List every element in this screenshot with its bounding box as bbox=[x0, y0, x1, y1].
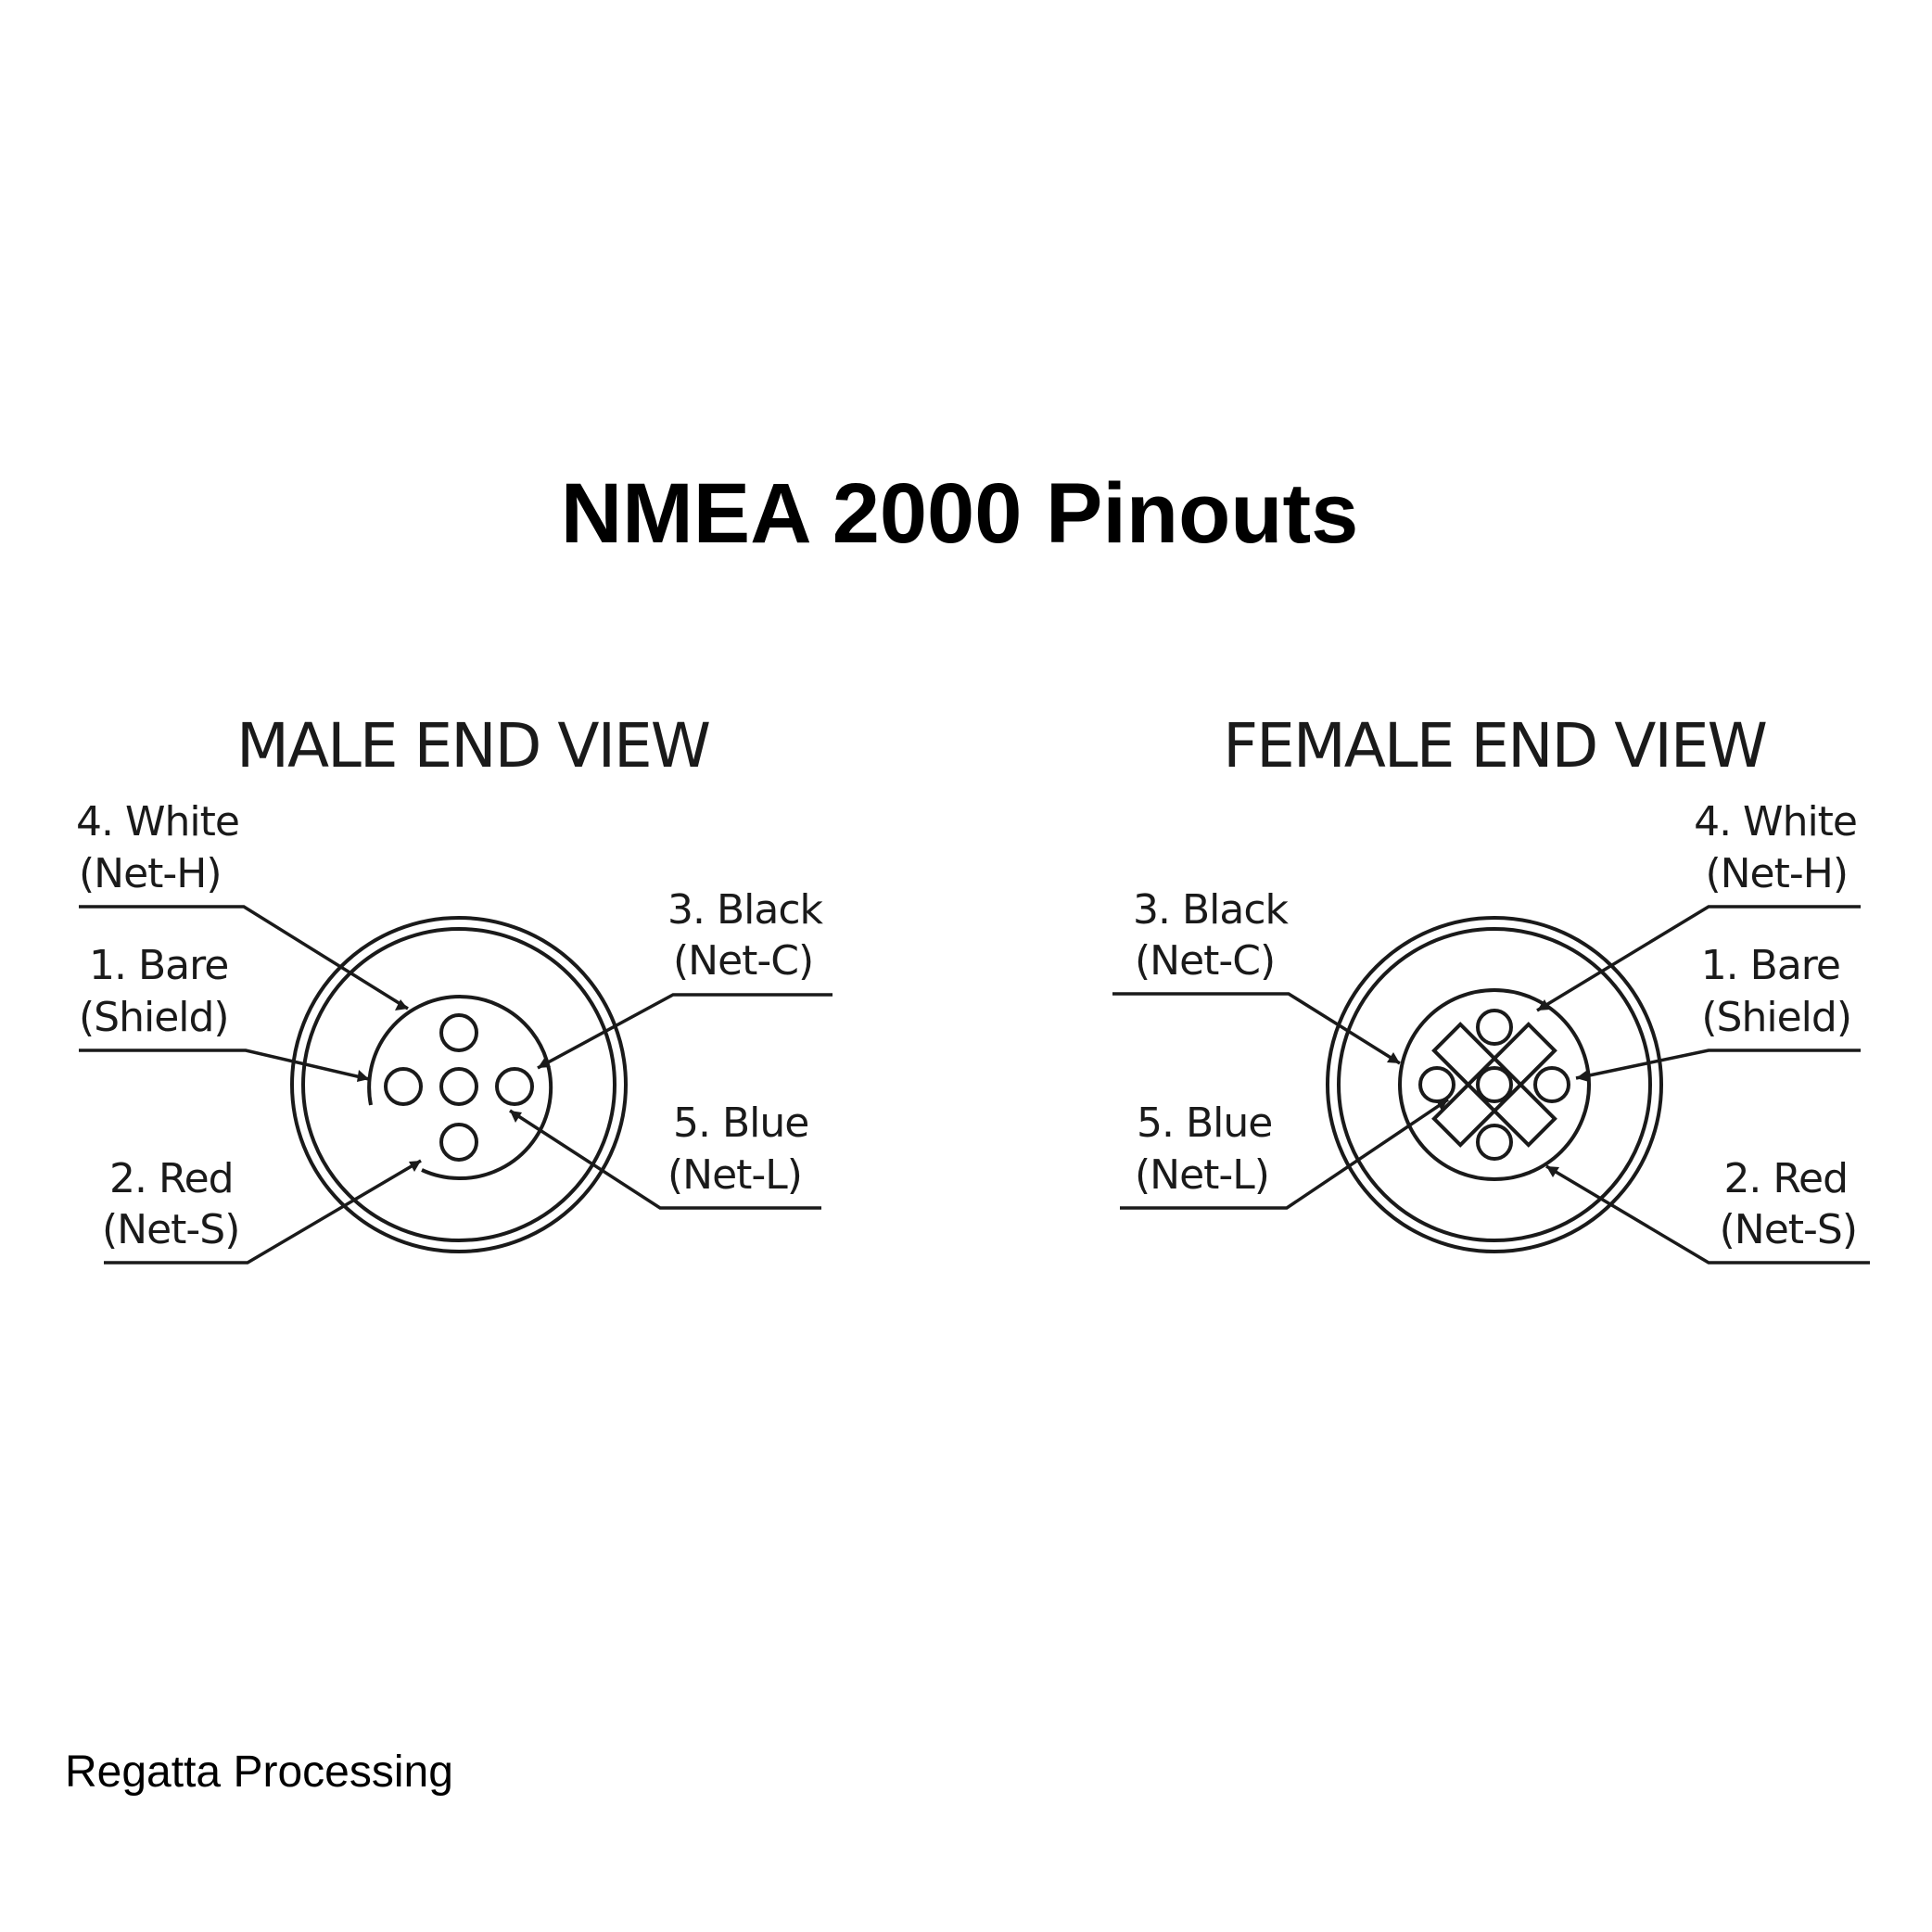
male-label-black-name: 3. Black bbox=[667, 886, 823, 934]
male-lead-black bbox=[538, 995, 833, 1068]
female-pin-center bbox=[1478, 1068, 1511, 1101]
male-label-black-signal: (Net-C) bbox=[673, 937, 814, 985]
female-pin-1 bbox=[1535, 1068, 1569, 1101]
female-pin-2 bbox=[1478, 1125, 1511, 1159]
female-lead-black bbox=[1112, 994, 1400, 1063]
female-label-blue-name: 5. Blue bbox=[1137, 1099, 1273, 1147]
female-label-black-name: 3. Black bbox=[1133, 886, 1289, 934]
male-label-red-name: 2. Red bbox=[109, 1155, 234, 1202]
female-label-black-signal: (Net-C) bbox=[1135, 937, 1276, 985]
male-lead-bare bbox=[79, 1050, 369, 1079]
female-pin-4 bbox=[1478, 1010, 1511, 1044]
male-label-blue-signal: (Net-L) bbox=[667, 1151, 802, 1199]
credit-text: Regatta Processing bbox=[65, 1748, 453, 1797]
male-pin-2 bbox=[441, 1125, 477, 1160]
female-label-red-name: 2. Red bbox=[1723, 1155, 1848, 1202]
female-view-heading: FEMALE END VIEW bbox=[1223, 710, 1766, 782]
female-connector bbox=[1328, 918, 1661, 1252]
male-label-white-signal: (Net-H) bbox=[79, 850, 222, 897]
female-label-bare-signal: (Shield) bbox=[1701, 994, 1851, 1041]
male-end-view bbox=[76, 710, 833, 1263]
male-pin-3 bbox=[497, 1069, 532, 1104]
male-label-bare-signal: (Shield) bbox=[79, 994, 229, 1041]
male-label-white-name: 4. White bbox=[76, 798, 239, 845]
male-pin-4 bbox=[441, 1015, 477, 1050]
female-label-blue-signal: (Net-L) bbox=[1135, 1151, 1269, 1199]
male-label-bare-name: 1. Bare bbox=[89, 942, 229, 989]
male-label-red-signal: (Net-S) bbox=[102, 1206, 240, 1253]
female-pin-3 bbox=[1420, 1068, 1454, 1101]
female-label-white-signal: (Net-H) bbox=[1705, 850, 1848, 897]
male-view-heading: MALE END VIEW bbox=[236, 710, 709, 782]
male-label-blue-name: 5. Blue bbox=[673, 1099, 809, 1147]
female-label-red-signal: (Net-S) bbox=[1719, 1206, 1857, 1253]
female-end-view bbox=[1112, 710, 1870, 1263]
male-pin-center bbox=[441, 1069, 477, 1104]
male-pin-1 bbox=[386, 1069, 421, 1104]
female-label-white-name: 4. White bbox=[1694, 798, 1857, 845]
female-lead-bare bbox=[1576, 1050, 1861, 1078]
female-label-bare-name: 1. Bare bbox=[1700, 942, 1840, 989]
page-title: NMEA 2000 Pinouts bbox=[560, 466, 1359, 561]
